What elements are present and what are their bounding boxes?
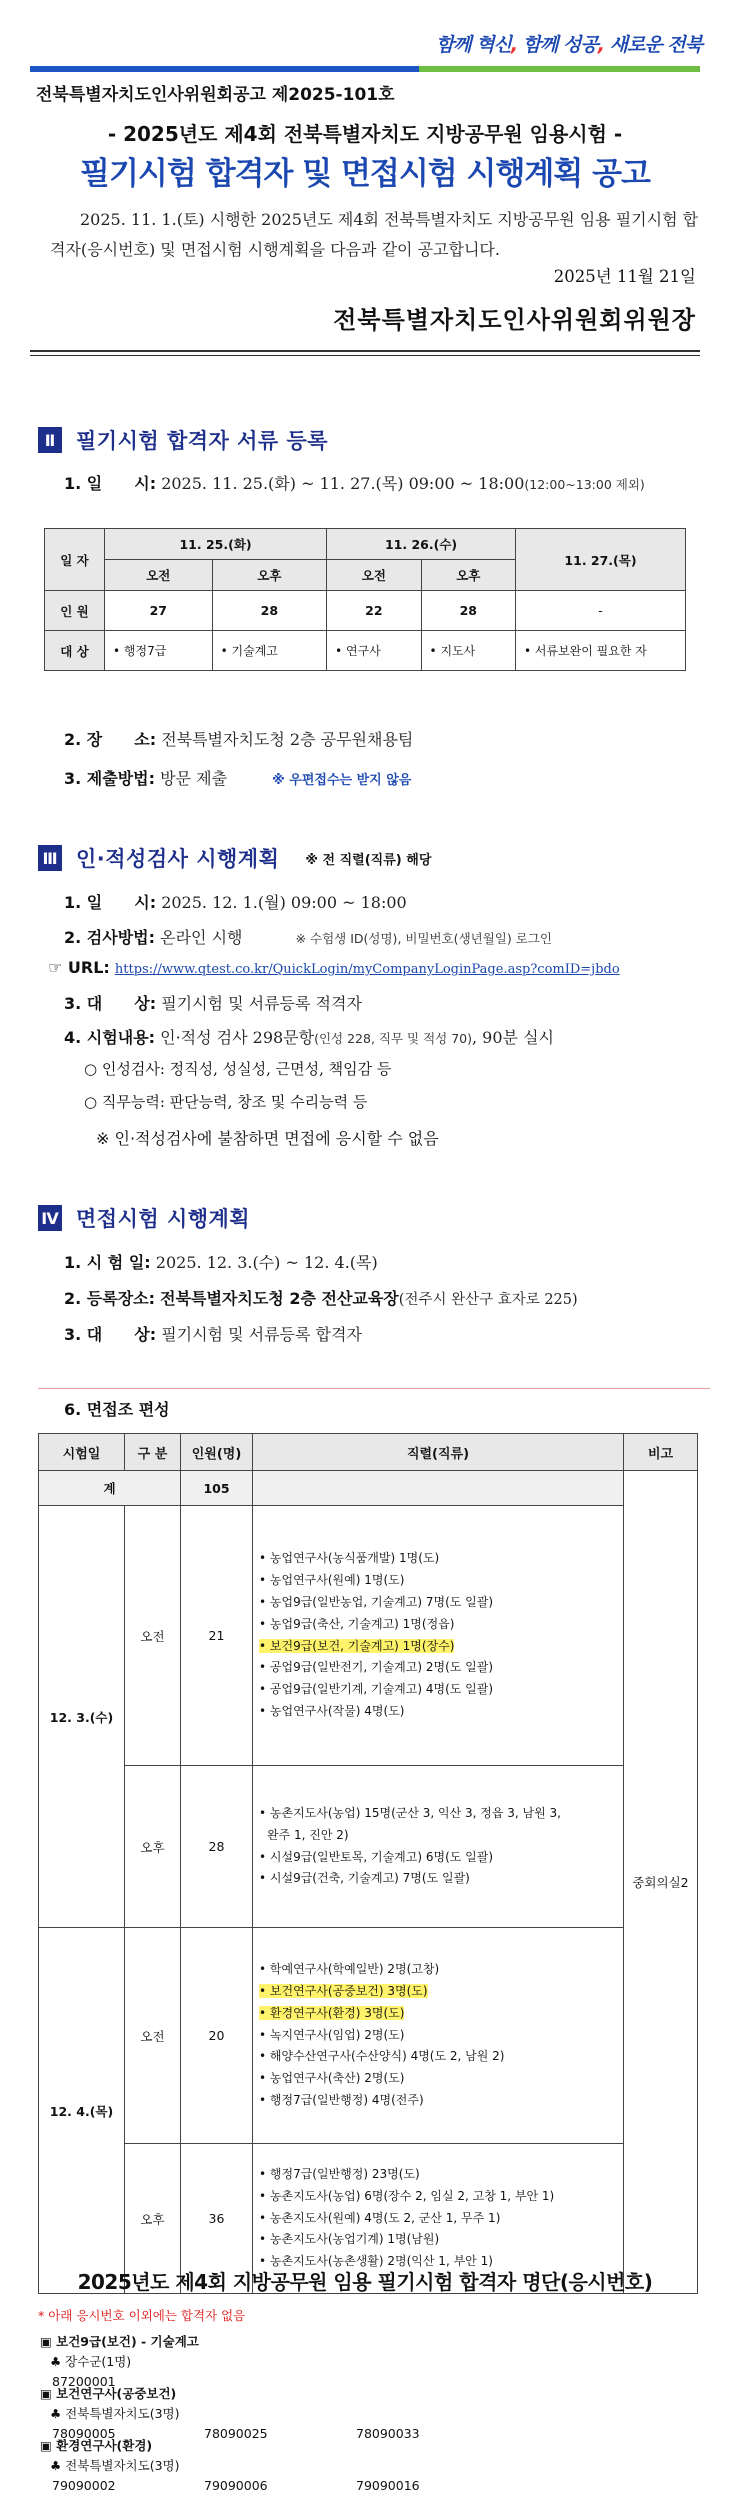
qtest-url-link[interactable]: https://www.qtest.co.kr/QuickLogin/myCompanyLoginPage.asp?comID=jbdo	[114, 962, 620, 977]
target-cell: • 기술계고	[212, 631, 326, 671]
s2-date-small: (12:00~13:00 제외)	[524, 477, 645, 492]
day-1: 12. 3.(수)	[39, 1506, 125, 1928]
job-list-2	[253, 1766, 624, 1928]
exam-number: 78090005	[52, 2426, 116, 2441]
s3-warning: ※ 인·적성검사에 불참하면 면접에 응시할 수 없음	[96, 1129, 439, 1148]
count-cell: -	[516, 591, 686, 631]
th-division: 구 분	[125, 1434, 181, 1471]
job-item: • 농업연구사(축산) 2명(도)	[259, 2071, 405, 2086]
job-item: 완주 1, 진안 2)	[267, 1827, 349, 1842]
header-color-bar	[30, 66, 700, 72]
section-4-number: Ⅳ	[38, 1205, 62, 1231]
th-exam-date: 시험일	[39, 1434, 125, 1471]
s4-group-label-text: 6. 면접조 편성	[64, 1400, 170, 1419]
session-pm: 오후	[125, 1766, 181, 1928]
s2-method-row	[64, 766, 411, 789]
group-region: ♣ 전북특별자치도(3명)	[50, 2406, 180, 2421]
job-item: • 농촌지도사(농업) 15명(군산 3, 익산 3, 정읍 3, 남원 3,	[259, 1805, 561, 1820]
job-item: • 공업9급(일반기계, 기술계고) 4명(도 일괄)	[259, 1682, 494, 1697]
th-note: 비고	[624, 1434, 698, 1471]
s3-method-label: 2. 검사방법:	[64, 928, 156, 947]
job-item: • 농업연구사(원예) 1명(도)	[259, 1573, 405, 1588]
s3-content-value: 인·적성 검사 298문항	[160, 1028, 315, 1047]
exam-number: 79090006	[204, 2478, 268, 2493]
section-3-number: Ⅲ	[38, 845, 62, 871]
s4-target-row	[64, 1322, 362, 1345]
s4-target-value: 필기시험 및 서류등록 합격자	[161, 1325, 362, 1344]
intro-text: 2025. 11. 1.(토) 시행한 2025년도 제4회 전북특별자치도 지방공무원 임용 필기시험 합격자(응시번호) 및 면접시험 시행계획을 다음과 같이 공고합니다.	[50, 210, 699, 259]
job-item: • 시설9급(일반토목, 기술계고) 6명(도 일괄)	[259, 1849, 494, 1864]
job-item: • 농촌지도사(농업기계) 1명(남원)	[259, 2232, 440, 2247]
exam-number: 78090033	[356, 2426, 420, 2441]
s3-target-row	[64, 991, 362, 1014]
th-am: 오전	[327, 560, 421, 591]
page-title: 필기시험 합격자 및 면접시험 시행계획 공고	[80, 156, 650, 192]
th-count: 인원(명)	[181, 1434, 253, 1471]
th-job: 직렬(직류)	[253, 1434, 624, 1471]
s3-date-label: 1. 일 시:	[64, 893, 157, 912]
total-blank	[253, 1471, 624, 1506]
exam-number: 79090002	[52, 2478, 116, 2493]
th-pm: 오후	[421, 560, 515, 591]
s4-date-row	[64, 1250, 378, 1273]
session-am: 오전	[125, 1928, 181, 2144]
red-divider	[38, 1388, 710, 1389]
job-item: • 시설9급(건축, 기술계고) 7명(도 일괄)	[259, 1871, 470, 1886]
s2-method-note: ※ 우편접수는 받지 않음	[272, 773, 412, 788]
s3-method-row	[64, 925, 552, 948]
job-item: • 농업9급(축산, 기술계고) 1명(정읍)	[259, 1616, 455, 1631]
job-item: • 농업연구사(작물) 4명(도)	[259, 1703, 405, 1718]
job-item-highlighted: • 보건9급(보건, 기술계고) 1명(장수)	[259, 1638, 455, 1653]
s3-content-tail: , 90분 실시	[472, 1028, 554, 1047]
th-pm: 오후	[212, 560, 326, 591]
s2-date-value: 2025. 11. 25.(화) ~ 11. 27.(목) 09:00 ~ 18:00	[161, 474, 525, 493]
s3-date-value: 2025. 12. 1.(월) 09:00 ~ 18:00	[161, 893, 407, 912]
group-title: ▣ 보건연구사(공중보건)	[40, 2386, 177, 2401]
job-item: • 녹지연구사(임업) 2명(도)	[259, 2027, 405, 2042]
row-count-label: 인 원	[45, 591, 105, 631]
th-d2: 11. 26.(수)	[327, 529, 516, 560]
exam-number: 87200001	[52, 2374, 116, 2389]
th-d3: 11. 27.(목)	[516, 529, 686, 591]
count-cell: 27	[105, 591, 213, 631]
registration-table	[44, 528, 686, 671]
group-region: ♣ 전북특별자치도(3명)	[50, 2458, 180, 2473]
s3-url-row	[48, 958, 620, 977]
pass-group-2	[40, 2384, 508, 2444]
pass-list-note: * 아래 응시번호 이외에는 합격자 없음	[38, 2308, 246, 2323]
job-item: • 농촌지도사(농촌생활) 2명(익산 1, 부안 1)	[259, 2254, 493, 2269]
slogan: 함께 혁신, 함께 성공, 새로운 전북	[435, 34, 702, 56]
s4-date-value: 2025. 12. 3.(수) ~ 12. 4.(목)	[155, 1253, 378, 1272]
day-2: 12. 4.(목)	[39, 1928, 125, 2294]
row-target-label: 대 상	[45, 631, 105, 671]
s4-group-label	[64, 1397, 170, 1420]
notice-date: 2025년 11월 21일	[553, 267, 696, 286]
total-count: 105	[181, 1471, 253, 1506]
job-list-1	[253, 1506, 624, 1766]
s3-date-row	[64, 890, 407, 913]
target-cell: • 연구사	[327, 631, 421, 671]
job-item: • 해양수산연구사(수산양식) 4명(도 2, 남원 2)	[259, 2049, 505, 2064]
exam-number: 79090016	[356, 2478, 420, 2493]
section-3-title: 인·적성검사 시행계획	[76, 847, 280, 871]
s4-place-small: (전주시 완산구 효자로 225)	[398, 1292, 578, 1308]
sub-title: - 2025년도 제4회 전북특별자치도 지방공무원 임용시험 -	[107, 122, 623, 146]
slogan-part-2: 함께 성공	[522, 34, 598, 56]
section-2-heading	[38, 425, 328, 455]
slogan-part-1: 함께 혁신	[435, 34, 511, 56]
section-4-title: 면접시험 시행계획	[76, 1207, 251, 1231]
job-item-highlighted: • 보건연구사(공중보건) 3명(도)	[259, 1984, 428, 1998]
job-item: • 농촌지도사(원예) 4명(도 2, 군산 1, 무주 1)	[259, 2210, 501, 2225]
session-count: 36	[181, 2144, 253, 2294]
job-item: • 공업9급(일반전기, 기술계고) 2명(도 일괄)	[259, 1660, 494, 1675]
job-item: • 행정7급(일반행정) 4명(전주)	[259, 2092, 424, 2107]
section-3-note: ※ 전 직렬(직류) 해당	[305, 852, 432, 868]
group-title: ▣ 환경연구사(환경)	[40, 2438, 153, 2453]
group-region: ♣ 장수군(1명)	[50, 2354, 132, 2369]
job-list-3	[253, 1928, 624, 2144]
count-cell: 28	[212, 591, 326, 631]
s3-content-small: (인성 228, 직무 및 적성 70)	[314, 1031, 472, 1046]
room-note: 중회의실2	[624, 1471, 698, 2294]
s3-target-value: 필기시험 및 서류등록 적격자	[161, 994, 362, 1013]
job-item: • 농업9급(일반농업, 기술계고) 7명(도 일괄)	[259, 1594, 494, 1609]
s2-place-value: 전북특별자치도청 2층 공무원채용팀	[161, 730, 414, 749]
s2-method-label: 3. 제출방법:	[64, 769, 156, 788]
slogan-part-3: 새로운 전북	[609, 34, 702, 56]
target-cell: • 지도사	[421, 631, 515, 671]
s2-place-label: 2. 장 소:	[64, 730, 157, 749]
section-2-number: Ⅱ	[38, 427, 62, 453]
signer: 전북특별자치도인사위원회위원장	[333, 306, 696, 334]
session-pm: 오후	[125, 2144, 181, 2294]
s3-content-label: 4. 시험내용:	[64, 1028, 156, 1047]
header-divider	[30, 350, 700, 356]
interview-schedule-table	[38, 1433, 698, 2294]
section-2-title: 필기시험 합격자 서류 등록	[76, 429, 329, 453]
session-count: 28	[181, 1766, 253, 1928]
s4-place-value: 전북특별자치도청 2층 전산교육장	[160, 1289, 399, 1308]
job-item: • 농촌지도사(농업) 6명(장수 2, 임실 2, 고창 1, 부안 1)	[259, 2188, 555, 2203]
count-cell: 28	[421, 591, 515, 631]
notice-number: 전북특별자치도인사위원회공고 제2025-101호	[36, 85, 395, 105]
s3-content-row	[64, 1025, 554, 1048]
section-4-heading	[38, 1203, 250, 1233]
s2-date-row	[64, 471, 645, 494]
section-3-heading	[38, 843, 431, 873]
s2-place-row	[64, 727, 413, 750]
pass-group-3-list	[40, 2436, 508, 2496]
count-cell: 22	[327, 591, 421, 631]
s4-target-label: 3. 대 상:	[64, 1325, 157, 1344]
pass-list-title: 2025년도 제4회 지방공무원 임용 필기시험 합격자 명단(응시번호)	[77, 2270, 653, 2294]
s4-place-row	[64, 1286, 578, 1309]
s2-date-label: 1. 일 시:	[64, 474, 157, 493]
th-date: 일 자	[45, 529, 105, 591]
session-am: 오전	[125, 1506, 181, 1766]
session-count: 21	[181, 1506, 253, 1766]
s3-target-label: 3. 대 상:	[64, 994, 157, 1013]
job-item: • 농업연구사(농식품개발) 1명(도)	[259, 1551, 440, 1566]
group-title: ▣ 보건9급(보건) - 기술계고	[40, 2334, 199, 2349]
s2-method-value: 방문 제출	[160, 769, 228, 788]
s3-item-2: ○ 직무능력: 판단능력, 창조 및 수리능력 등	[84, 1093, 368, 1111]
target-cell: • 서류보완이 필요한 자	[516, 631, 686, 671]
session-count: 20	[181, 1928, 253, 2144]
th-am: 오전	[105, 560, 213, 591]
job-item: • 행정7급(일반행정) 23명(도)	[259, 2167, 420, 2181]
s3-url-label: ☞ URL:	[48, 958, 110, 977]
total-label: 계	[39, 1471, 181, 1506]
job-item: • 학예연구사(학예일반) 2명(고창)	[259, 1962, 440, 1977]
th-d1: 11. 25.(화)	[105, 529, 327, 560]
s3-method-note: ※ 수험생 ID(성명), 비밀번호(생년월일) 로그인	[295, 931, 552, 946]
s3-method-value: 온라인 시행	[160, 928, 243, 947]
job-item-highlighted: • 환경연구사(환경) 3명(도)	[259, 2005, 405, 2020]
s4-date-label: 1. 시 험 일:	[64, 1253, 151, 1272]
exam-number: 78090025	[204, 2426, 268, 2441]
s4-place-label: 2. 등록장소:	[64, 1289, 156, 1308]
target-cell: • 행정7급	[105, 631, 213, 671]
pass-group-1	[40, 2332, 204, 2392]
s3-item-1: ○ 인성검사: 정직성, 성실성, 근면성, 책임감 등	[84, 1060, 392, 1078]
